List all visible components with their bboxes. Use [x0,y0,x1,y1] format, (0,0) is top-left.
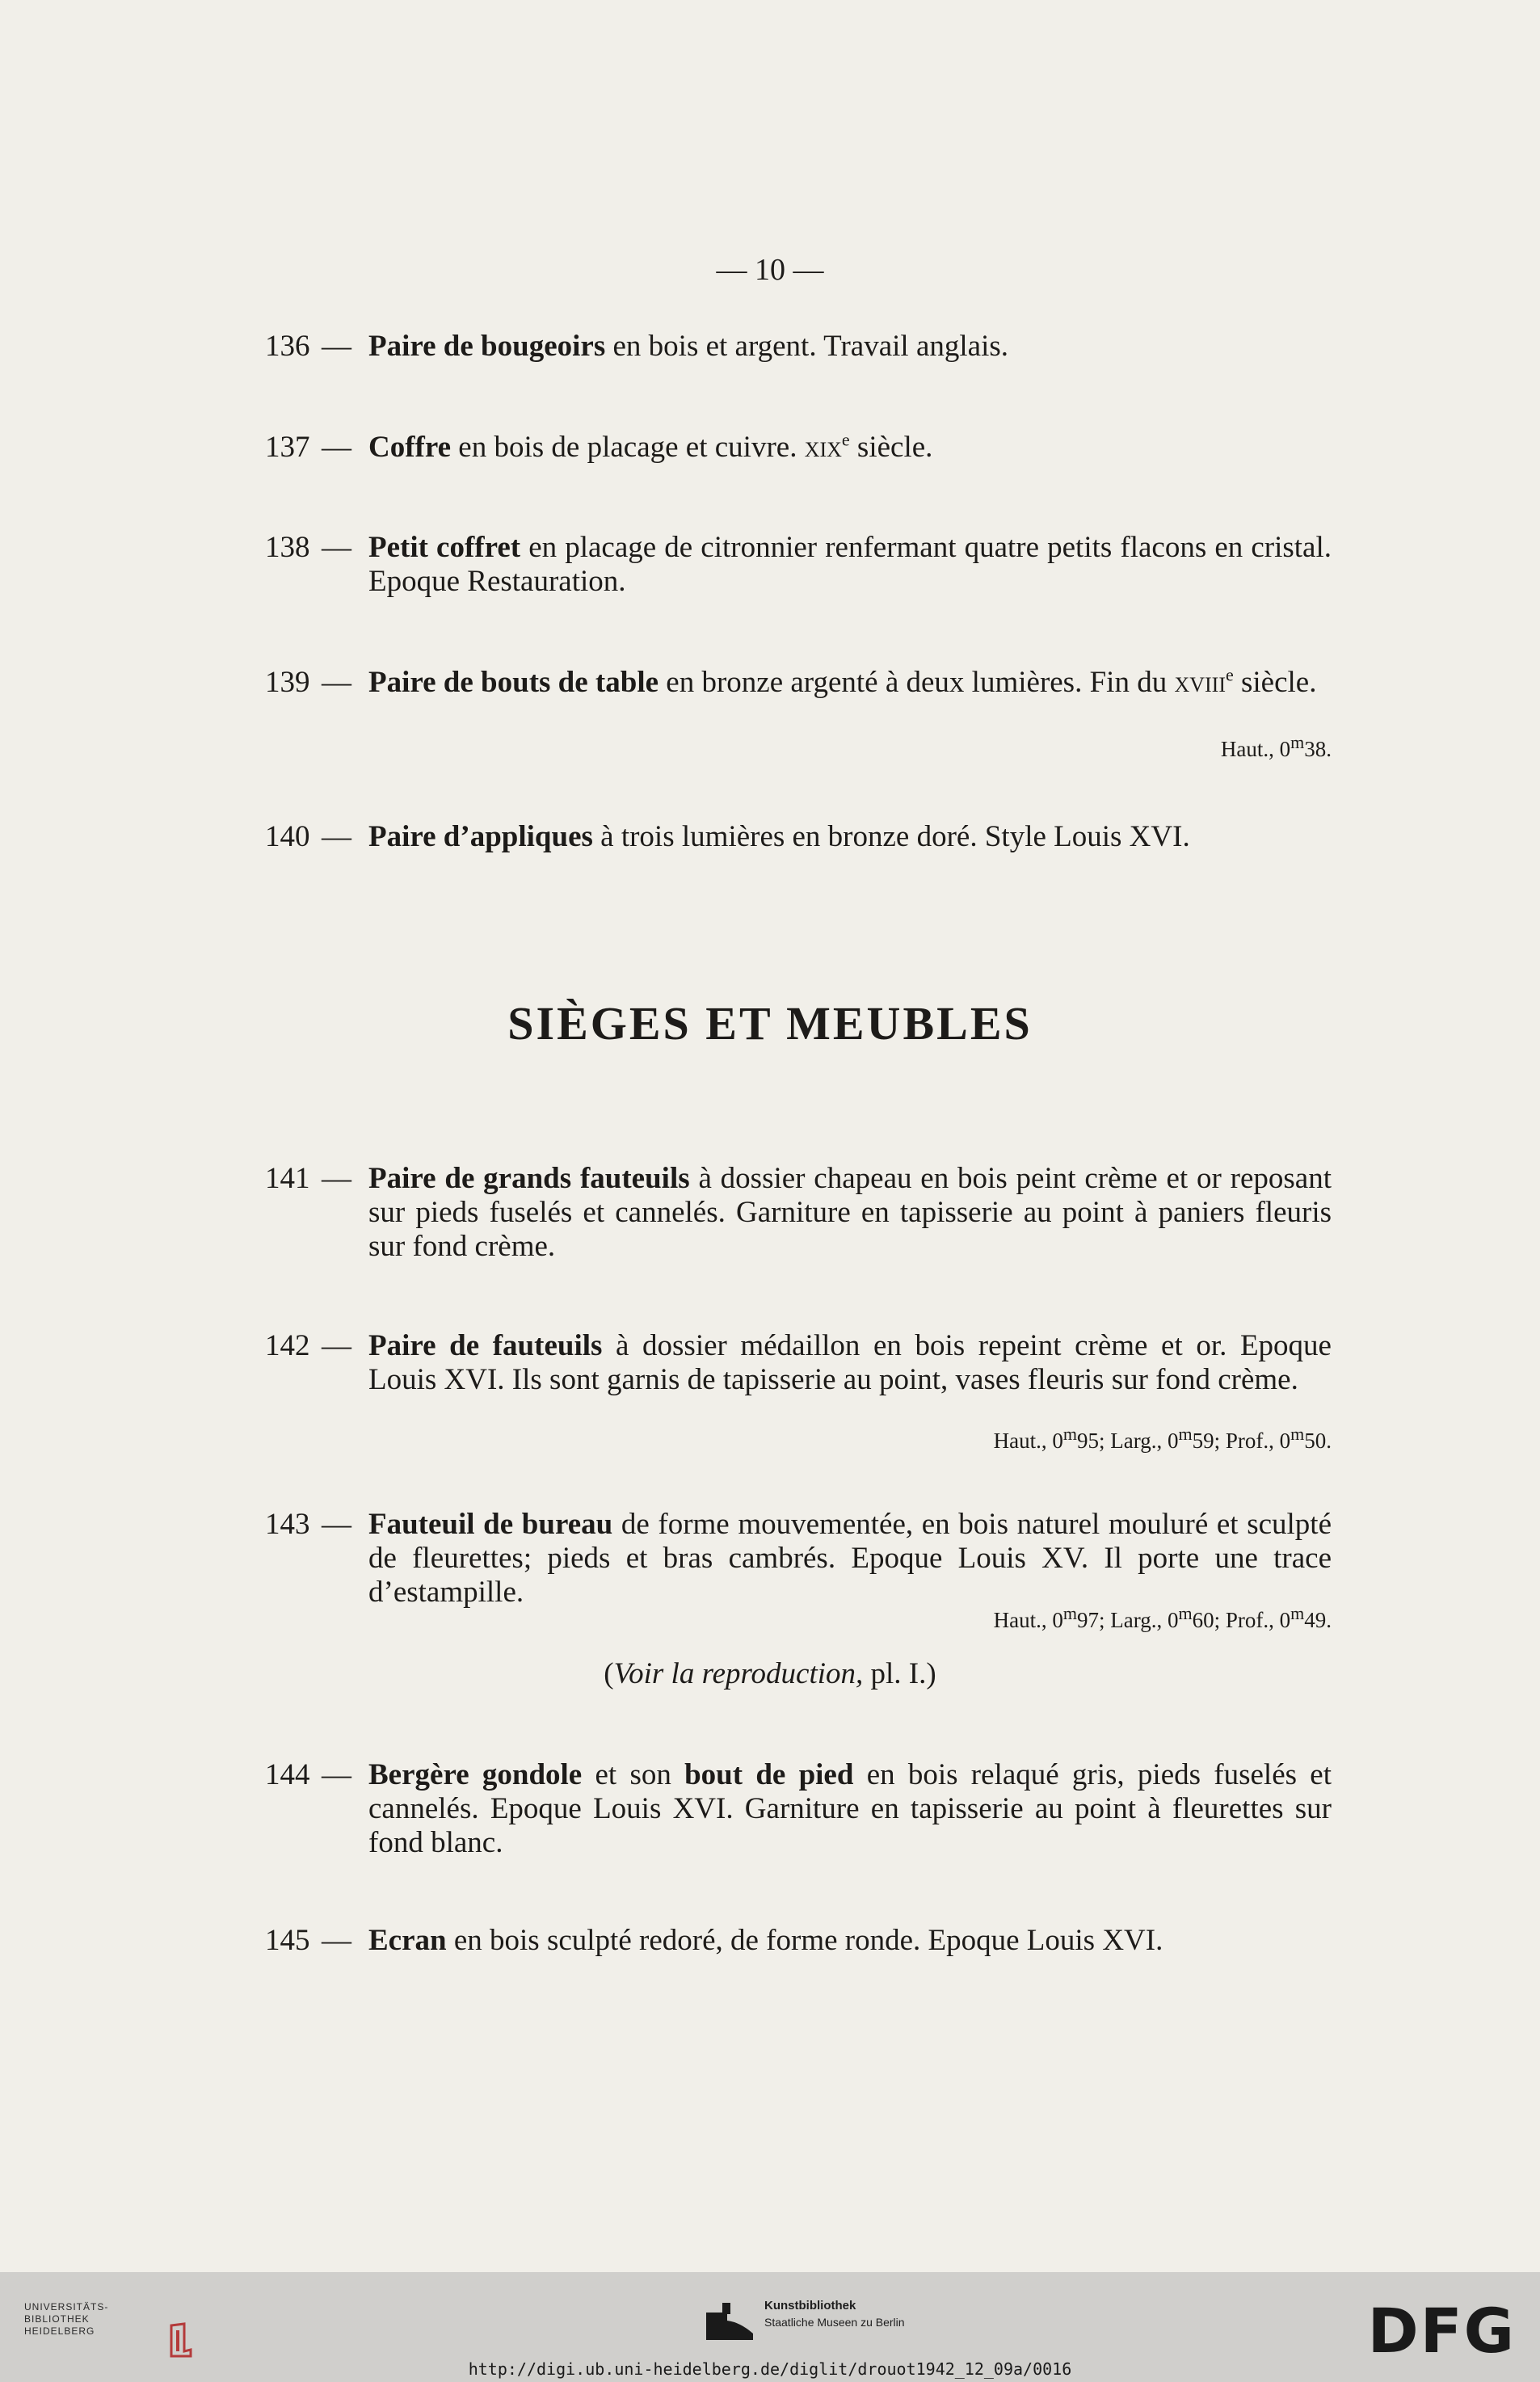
section-title: SIÈGES ET MEUBLES [507,997,1033,1050]
entry-text: en placage de citronnier renfermant quatre petits flacons en cristal. Epoque Restauration. [368,531,1332,598]
entry-title: Paire de bouts de table [368,666,659,699]
university-library-logo[interactable]: UNIVERSITÄTS- BIBLIOTHEK HEIDELBERG [24,2301,194,2350]
entry-140 [265,820,1332,854]
entry-number: 142 [265,1329,310,1362]
entry-text: en bois de placage et cuivre. [451,431,805,464]
page-number: — 10 — [716,253,824,287]
entry-title: Bergère gondole [368,1758,583,1791]
entry-137 [265,431,1332,465]
entry-text: et son [582,1758,685,1791]
entry-dash: — [322,431,351,464]
entry-text: à trois lumières en bronze doré. Style Louis XVI. [592,820,1190,853]
entry-136 [265,330,1332,364]
entry-text: en bois sculpté redoré, de forme ronde. Epoque Louis XVI. [446,1924,1163,1957]
entry-138 [265,531,1332,599]
entry-number: 141 [265,1162,310,1195]
entry-dash: — [322,1924,351,1957]
entry-number: 137 [265,431,310,464]
entry-number: 138 [265,531,310,564]
entry-number: 136 [265,330,310,363]
century-numeral: xix [804,431,842,464]
entry-dash: — [322,666,351,699]
entry-145 [265,1924,1332,1958]
entry-dash: — [322,1758,351,1791]
kunstbibliothek-mark-icon [705,2301,756,2342]
entry-number: 144 [265,1758,310,1791]
ub-mark-icon [166,2322,196,2358]
dfg-logo[interactable]: DFG [1367,2295,1516,2367]
entry-text: de forme mouvementée, en bois naturel mouluré et sculpté de fleurettes; pieds et bras cambrés. Epoque Louis XV. Il porte une trace d’estampille. [368,1508,1332,1609]
entry-title-secondary: bout de pied [684,1758,854,1791]
century-superscript: e [1225,664,1234,685]
entry-number: 140 [265,820,310,853]
entry-text: en bois et argent. Travail anglais. [605,330,1008,363]
entry-141 [265,1162,1332,1264]
entry-dash: — [322,820,351,853]
entry-title: Paire d’appliques [368,820,593,853]
century-superscript: e [841,429,850,450]
permalink-url[interactable]: http://digi.ub.uni-heidelberg.de/diglit/drouot1942_12_09a/0016 [468,2359,1072,2379]
entry-title: Paire de fauteuils [368,1329,603,1362]
entry-142 [265,1329,1332,1397]
entry-text: à dossier chapeau en bois peint crème et or reposant sur pieds fuselés et cannelés. Garniture en tapisserie au point à paniers fleuris sur fond crème. [368,1162,1332,1263]
entry-text-end: siècle. [1233,666,1317,699]
entry-text-end: siècle. [849,431,933,464]
dimensions-142: Haut., 0$^m$95; Larg., 0$^m$59; Prof., 0$^m$50. [993,1424,1332,1453]
entry-139 [265,666,1332,700]
century-numeral: xviii [1174,666,1226,699]
entry-number: 139 [265,666,310,699]
entry-text-end: en bois relaqué gris, pieds fuselés et cannelés. Epoque Louis XVI. Garniture en tapisserie au point à fleurettes sur fond blanc. [368,1758,1332,1859]
entry-title: Paire de bougeoirs [368,330,606,363]
entry-title: Petit coffret [368,531,521,564]
entry-number: 143 [265,1508,310,1541]
entry-number: 145 [265,1924,310,1957]
reproduction-note: (Voir la reproduction, pl. I.) [604,1657,936,1690]
entry-text: en bronze argenté à deux lumières. Fin du [658,666,1175,699]
entry-title: Paire de grands fauteuils [368,1162,690,1195]
entry-dash: — [322,1508,351,1541]
entry-title: Ecran [368,1924,447,1957]
entry-144 [265,1758,1332,1860]
entry-dash: — [322,531,351,564]
entry-dash: — [322,1162,351,1195]
digitization-footer: UNIVERSITÄTS- BIBLIOTHEK HEIDELBERG Kunstbibliothek Staatliche Museen zu Berlin DFG http://digi.ub.uni-heidelberg.de/diglit/drouot1942_12_09a/0016 [0,2272,1540,2382]
entry-dash: — [322,330,351,363]
entry-dash: — [322,1329,351,1362]
entry-title: Fauteuil de bureau [368,1508,613,1541]
dimensions-143: Haut., 0$^m$97; Larg., 0$^m$60; Prof., 0$^m$49. [993,1603,1332,1632]
entry-title: Coffre [368,431,452,464]
entry-text: à dossier médaillon en bois repeint crème et or. Epoque Louis XVI. Ils sont garnis de tapisserie au point, vases fleuris sur fond crème. [368,1329,1332,1396]
dimensions-139: Haut., 0$^m$38. [1220,732,1332,761]
entry-143 [265,1508,1332,1610]
